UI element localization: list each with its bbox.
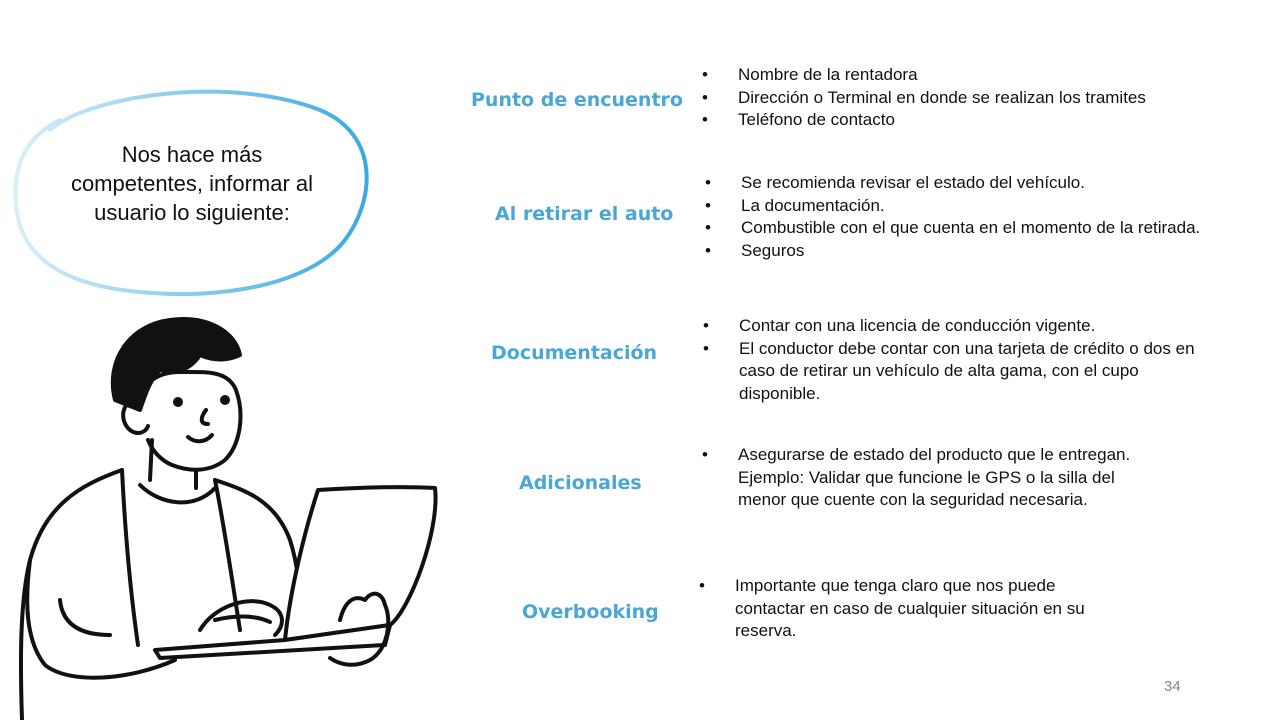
person-with-laptop-illustration — [0, 300, 450, 720]
list-adicionales — [702, 444, 1162, 512]
list-item: • Se recomienda revisar el estado del vehículo. — [705, 172, 1265, 195]
list-item: • Contar con una licencia de conducción vigente. — [703, 315, 1223, 338]
list-item: • La documentación. — [705, 195, 1265, 218]
list-documentacion — [703, 315, 1223, 405]
list-item: • Seguros — [705, 240, 1265, 263]
heading-adicionales: Adicionales — [519, 472, 642, 494]
list-overbooking — [699, 575, 1129, 643]
heading-punto-de-encuentro: Punto de encuentro — [471, 89, 683, 111]
list-item: • El conductor debe contar con una tarjeta de crédito o dos en caso de retirar un vehículo de alta gama, con el cupo disponible. — [703, 338, 1223, 406]
list-item: • Teléfono de contacto — [702, 109, 1242, 132]
list-item: • Dirección o Terminal en donde se realizan los tramites — [702, 87, 1242, 110]
list-al-retirar-el-auto — [705, 172, 1265, 262]
list-item: • Nombre de la rentadora — [702, 64, 1242, 87]
list-item: • Combustible con el que cuenta en el momento de la retirada. — [705, 217, 1265, 240]
bubble-text: Nos hace más competentes, informar al usuario lo siguiente: — [70, 142, 314, 225]
page-number: 34 — [1164, 678, 1181, 695]
list-item: • Importante que tenga claro que nos puede contactar en caso de cualquier situación en su reserva. — [699, 575, 1129, 643]
heading-documentacion: Documentación — [491, 342, 658, 364]
list-punto-de-encuentro — [702, 64, 1242, 132]
heading-overbooking: Overbooking — [522, 601, 659, 623]
heading-al-retirar-el-auto: Al retirar el auto — [495, 203, 674, 225]
list-item: • Asegurarse de estado del producto que le entregan. Ejemplo: Validar que funcione le GPS o la silla del menor que cuente con la seguridad necesaria. — [702, 444, 1162, 512]
